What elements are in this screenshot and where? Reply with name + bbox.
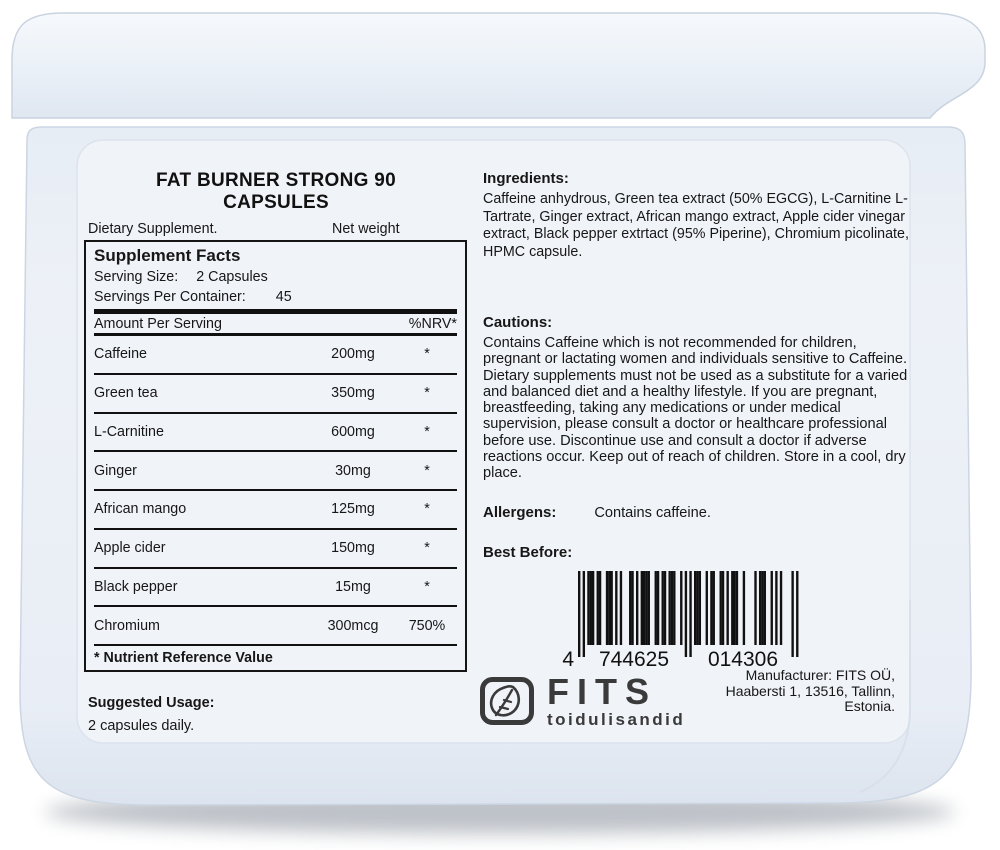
nutrient-rows [94,336,457,644]
nrv-footnote: * Nutrient Reference Value [94,644,457,670]
barcode-digits-group1: 744625 [598,648,670,669]
brand-tagline: toidulisandid [547,710,686,729]
table-row: Green tea 350mg * [94,373,457,412]
table-row: Black pepper 15mg * [94,567,457,606]
cautions-heading: Cautions: [483,314,553,331]
serving-size-line [94,267,457,287]
serving-size-label: Serving Size: [94,269,179,285]
barcode-digit-first: 4 [562,648,574,669]
table-row: Apple cider 150mg * [94,528,457,567]
allergens-heading: Allergens: [483,504,557,521]
col-amount-per-serving: Amount Per Serving [94,316,222,332]
facts-column-header [94,315,457,333]
servings-per-container-line [94,287,457,307]
net-weight-text: Net weight [332,221,400,237]
ingredients-heading: Ingredients: [483,170,569,187]
dietary-supplement-text: Dietary Supplement. [88,221,218,237]
best-before-heading: Best Before: [483,544,573,561]
supplement-facts-panel [84,240,467,672]
supplement-facts-heading: Supplement Facts [94,246,241,265]
table-row: African mango 125mg * [94,489,457,528]
allergens-text: Contains caffeine. [594,505,711,521]
ingredients-section [483,170,915,261]
product-title-line2: CAPSULES [223,192,329,213]
table-row: Caffeine 200mg * [94,346,430,363]
manufacturer-info [620,668,895,715]
cautions-section [483,314,917,482]
col-nrv: %NRV* [408,316,457,332]
allergens-line [483,504,711,521]
barcode-digits-group2: 014306 [707,648,779,669]
manufacturer-line1: Manufacturer: FITS OÜ, [745,667,895,683]
barcode [552,571,802,669]
table-row: Chromium 300mcg 750% [94,605,457,644]
leaf-icon [479,676,535,726]
serving-size-value: 2 Capsules [196,269,268,285]
table-row: Ginger 30mg * [94,450,457,489]
servings-label: Servings Per Container: [94,289,246,305]
manufacturer-line3: Estonia. [844,698,895,714]
suggested-usage-heading: Suggested Usage: [88,695,215,711]
ingredients-text: Caffeine anhydrous, Green tea extract (50% EGCG), L-Carnitine L-Tartrate, Ginger extract, African mango extract, Apple cider vinegar extract, Black pepper extrtact (95% Piperine), Chromium picolinate, HPMC capsule. [483,191,909,260]
manufacturer-line2: Haabersti 1, 13516, Tallinn, [725,682,895,699]
barcode-bars [578,571,798,657]
product-title-line1: FAT BURNER STRONG 90 [155,170,396,191]
table-row: L-Carnitine 600mg * [94,412,457,451]
product-title [85,170,467,214]
divider-thick [94,309,457,314]
servings-value: 45 [275,289,292,305]
suggested-usage [88,695,215,734]
suggested-usage-text: 2 capsules daily. [88,718,195,734]
brand-name: FITS [547,671,657,712]
cautions-text: Contains Caffeine which is not recommended for children, pregnant or lactating women and individuals sensitive to Caffeine. Dietary supplements must not be used as a substitute for a varied and balanced diet and a healthy lifestyle. If you are pregnant, breastfeeding, taking any medications or under medical supervision, please consult a doctor or healthcare professional before use. Discontinue use and consult a doctor if adverse reactions occur. Keep out of reach of children. Store in a cool, dry place. [483,335,908,482]
